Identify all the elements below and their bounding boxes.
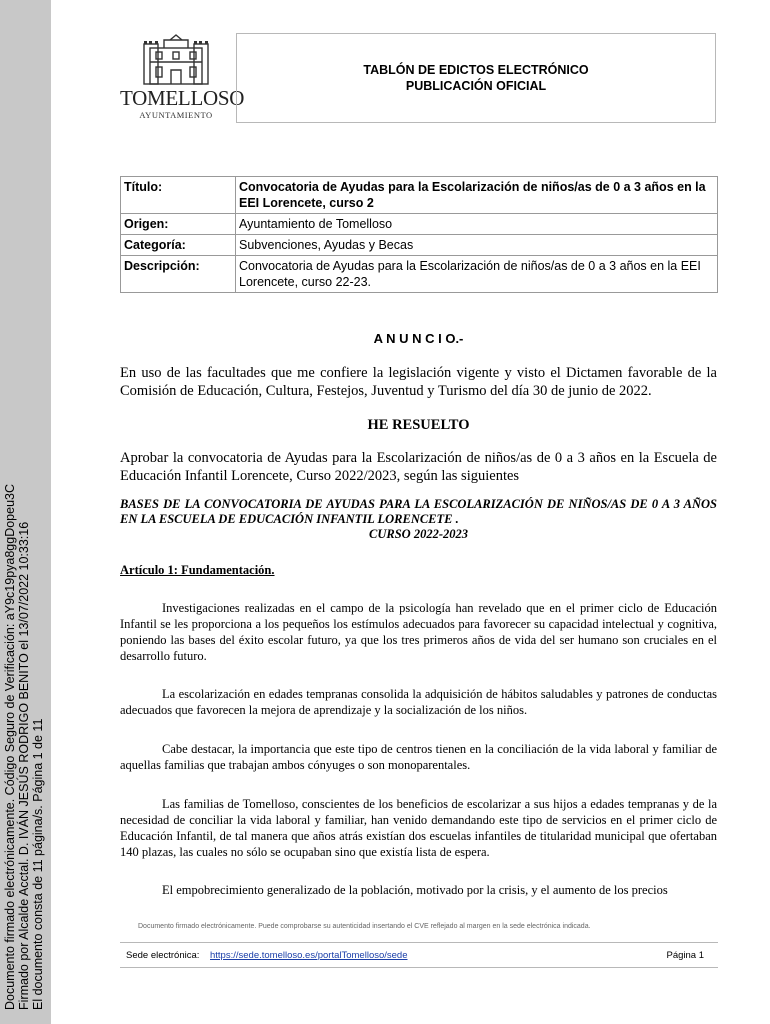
verification-line: Documento firmado electrónicamente. Código Seguro de Verificación: aY9c19pya8ggDopeu3C — [3, 483, 17, 1010]
logo-name: TOMELLOSO — [120, 86, 245, 110]
paragraph-5: El empobrecimiento generalizado de la población, motivado por la crisis, y el aumento de los precios — [162, 883, 668, 897]
page-count-line: El documento consta de 11 página/s. Página 1 de 11 — [31, 718, 45, 1010]
footer-bar — [120, 942, 718, 968]
description-label: Descripción: — [121, 256, 236, 293]
paragraph-3: Cabe destacar, la importancia que este tipo de centros tienen en la conciliación de la vida laboral y familiar de aquellas familias que trabajan ambos cónyuges o son monoparentales. — [120, 742, 717, 772]
tomelloso-logo — [120, 34, 245, 124]
sede-label: Sede electrónica: — [126, 950, 200, 961]
title-label: Título: — [121, 177, 236, 214]
header-title: TABLÓN DE EDICTOS ELECTRÓNICO — [363, 63, 589, 77]
town-hall-icon — [120, 34, 232, 86]
bases-heading — [120, 497, 717, 542]
origin-value: Ayuntamiento de Tomelloso — [236, 214, 718, 235]
table-row — [121, 235, 718, 256]
description-value: Convocatoria de Ayudas para la Escolarización de niños/as de 0 a 3 años en la EEI Lorencete, curso 22-23. — [236, 256, 718, 293]
approval-paragraph: Aprobar la convocatoria de Ayudas para la Escolarización de niños/as de 0 a 3 años en la Escuela de Educación Infantil Lorencete, Curso 2022/2023, según las siguientes — [120, 450, 717, 484]
paragraph-2: La escolarización en edades tempranas consolida la adquisición de hábitos saludables y patrones de conductas adecuados que favorecen la mejora de aprendizaje y la socialización de los niños. — [120, 687, 717, 717]
intro-paragraph: En uso de las facultades que me confiere la legislación vigente y visto el Dictamen favorable de la Comisión de Educación, Cultura, Festejos, Juventud y Turismo del día 30 de junio de 2022. — [120, 365, 717, 399]
table-row — [121, 256, 718, 293]
header-subtitle: PUBLICACIÓN OFICIAL — [405, 79, 547, 93]
article-1-heading: Artículo 1: Fundamentación. — [120, 563, 275, 577]
origin-label: Origen: — [121, 214, 236, 235]
bases-title: BASES DE LA CONVOCATORIA DE AYUDAS PARA LA ESCOLARIZACIÓN DE NIÑOS/AS DE 0 A 3 AÑOS EN LA ESCUELA DE EDUCACIÓN INFANTIL LORENCETE . — [120, 497, 717, 526]
signer-line: Firmado por Alcalde Acctal. D. IVÁN JESÚS RODRIGO BENITO el 13/07/2022 10:33:16 — [17, 521, 31, 1010]
table-row — [121, 177, 718, 214]
resolution-heading: HE RESUELTO — [367, 417, 470, 433]
paragraph-1: Investigaciones realizadas en el campo de la psicología han revelado que en el primer ciclo de Educación Infantil se les proporciona a los pequeños los estímulos adecuados para favorecer su capacidad intelectual y cognitiva, poniendo las bases del éxito escolar futuro, ya que los tres primeros años de vida del ser humano son cruciales en el desarrollo futuro. — [120, 601, 717, 663]
paragraph-4: Las familias de Tomelloso, conscientes de los beneficios de escolarizar a sus hijos a edades tempranas y de la necesidad de conciliar la vida laboral y familiar, han venido demandando este tipo de servicios en el primer ciclo de Educación Infantil, de tal manera que años atrás existían dos escuelas infantiles de titularidad municipal que ofertaban 140 plazas, las cuales no sólo se ocupaban sino que existía lista de espera. — [120, 797, 717, 859]
signature-note: Documento firmado electrónicamente. Puede comprobarse su autenticidad insertando el CVE reflejado al margen en la sede electrónica indicada. — [138, 923, 591, 930]
bases-course: CURSO 2022-2023 — [369, 527, 468, 541]
page-number: Página 1 — [666, 950, 704, 961]
announcement-heading: A N U N C I O.- — [373, 331, 464, 346]
sede-link[interactable]: https://sede.tomelloso.es/portalTomelloso/sede — [210, 950, 408, 961]
category-value: Subvenciones, Ayudas y Becas — [236, 235, 718, 256]
edict-info-table — [120, 176, 718, 293]
table-row — [121, 214, 718, 235]
category-label: Categoría: — [121, 235, 236, 256]
signature-margin-text — [0, 0, 51, 1024]
publication-header — [236, 33, 716, 123]
logo-subtitle: AYUNTAMIENTO — [139, 110, 213, 120]
title-value: Convocatoria de Ayudas para la Escolarización de niños/as de 0 a 3 años en la EEI Lorencete, curso 2 — [236, 177, 718, 214]
